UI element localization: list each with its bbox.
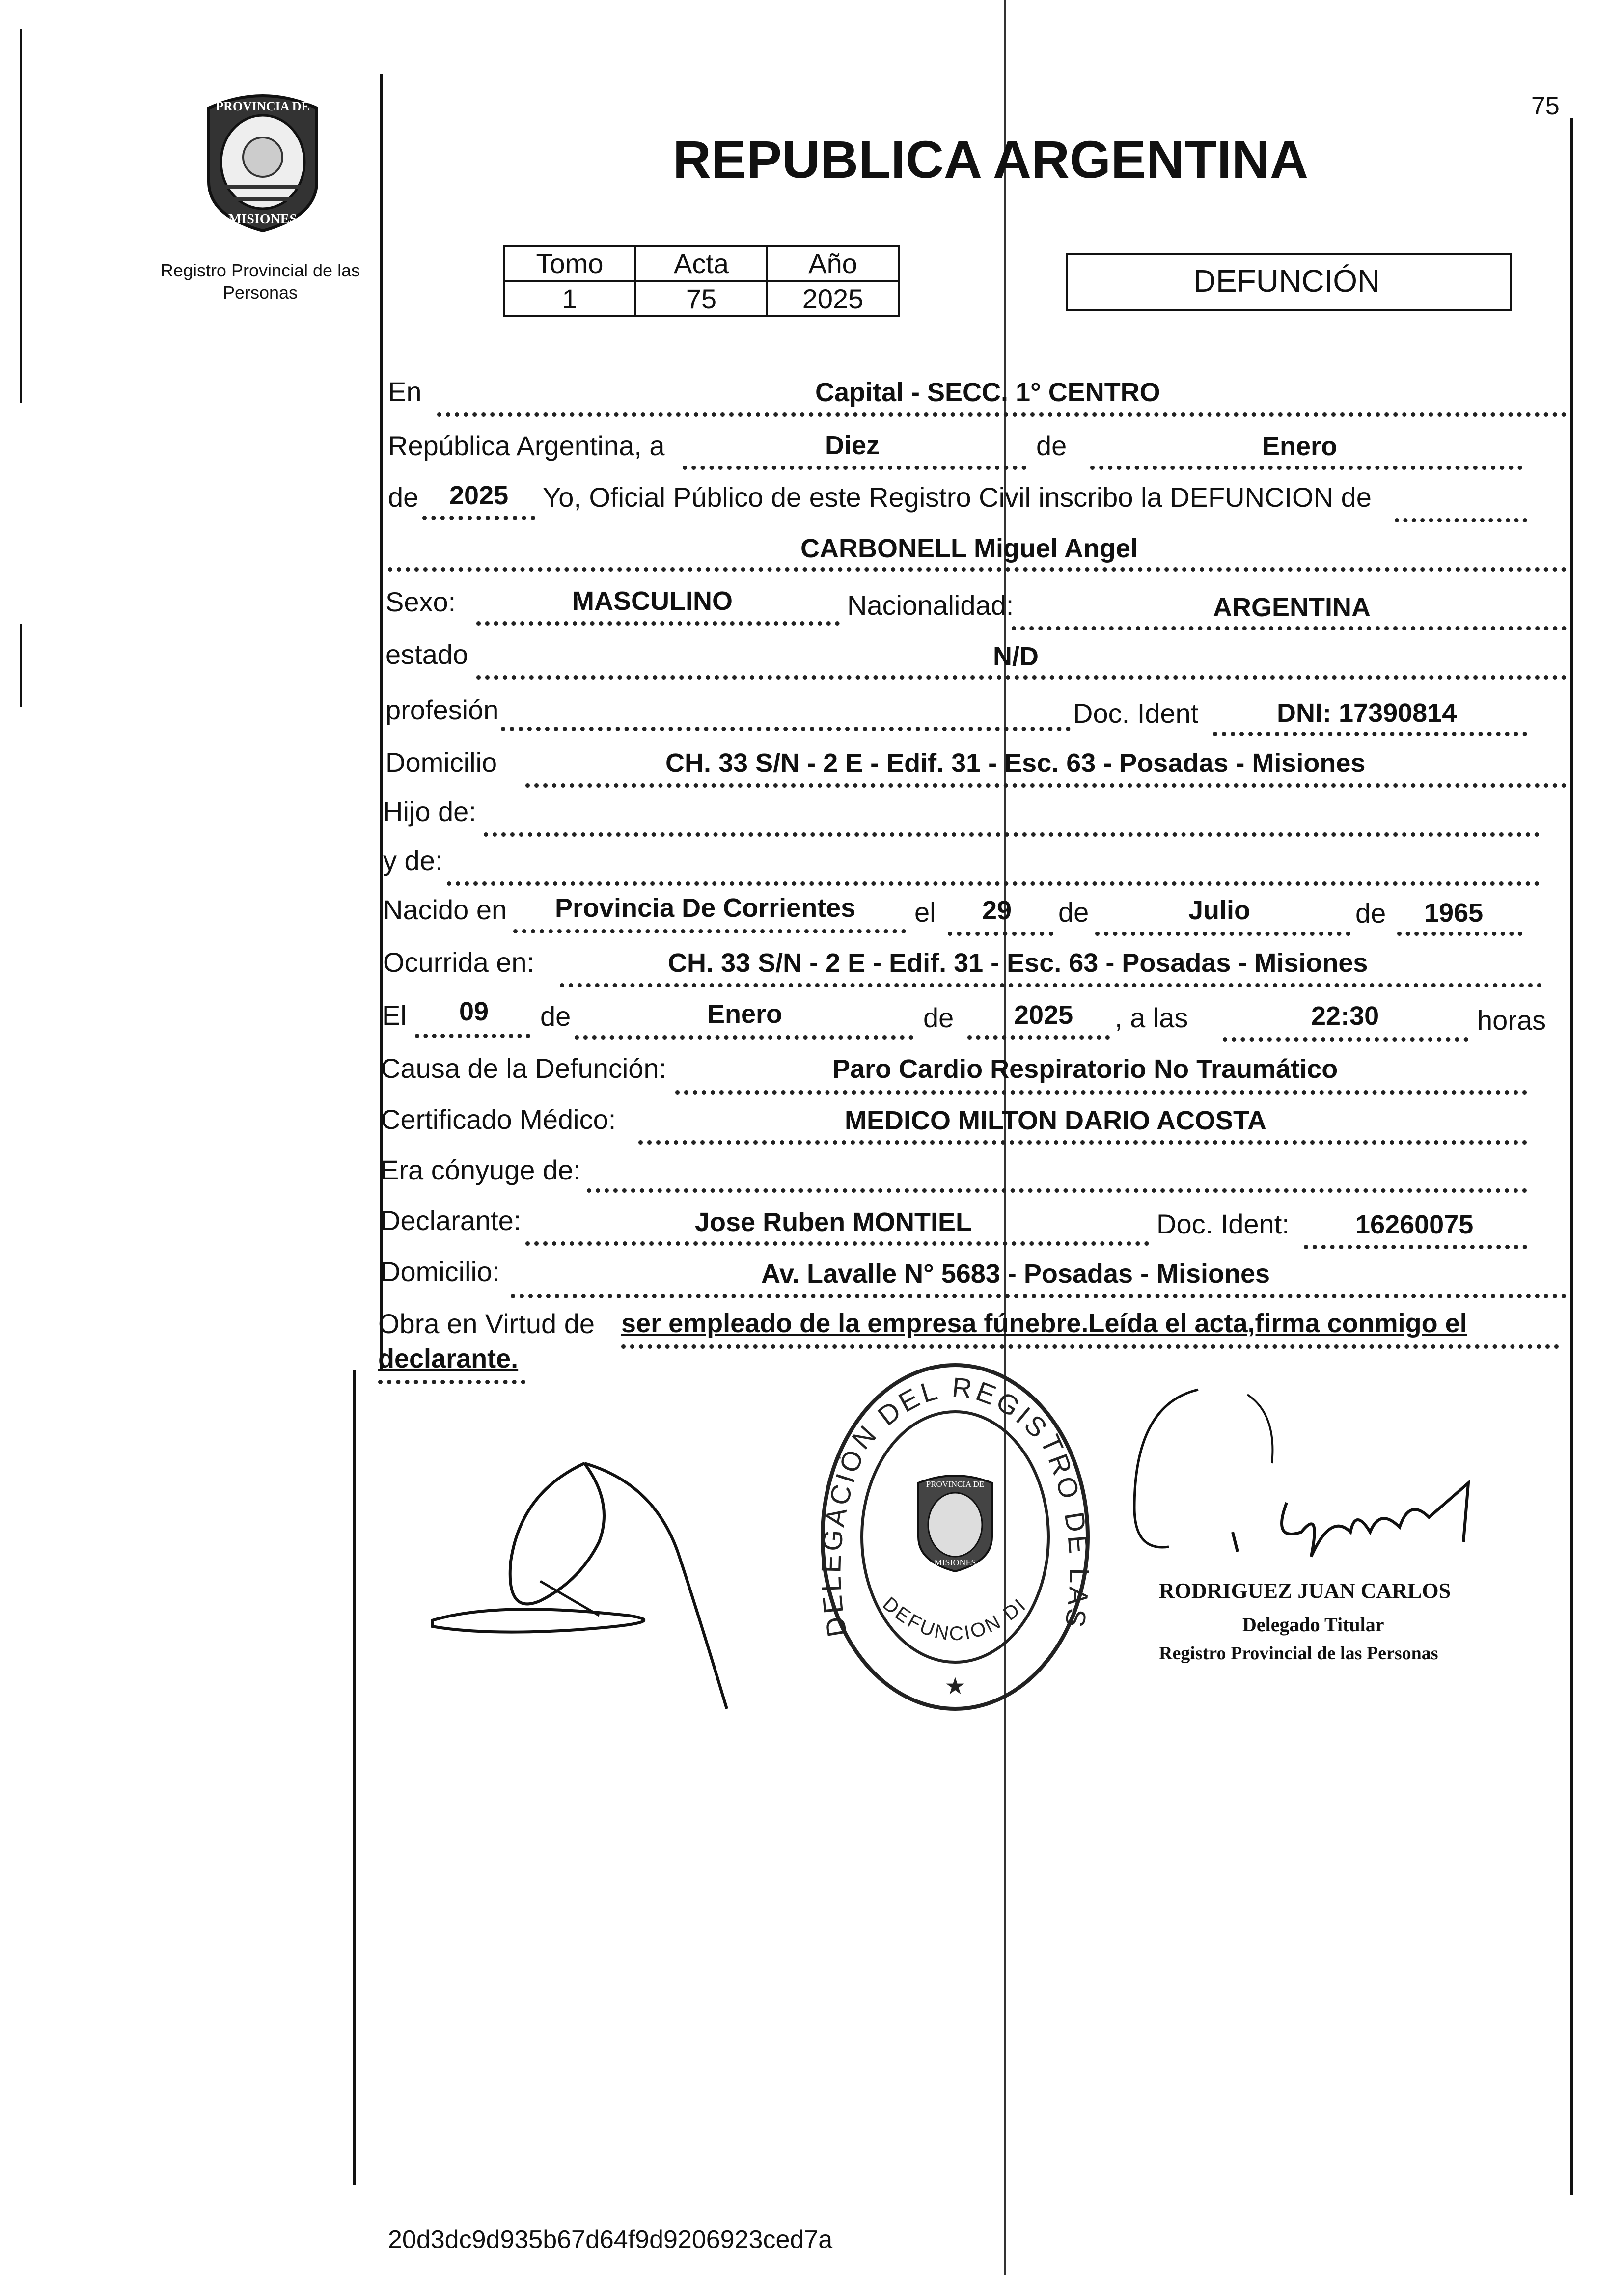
profesion-dotted-line xyxy=(501,727,1071,731)
estado-label: estado xyxy=(385,639,468,670)
doc-ident-dotted-line xyxy=(1213,732,1527,736)
officer-signature xyxy=(1125,1385,1517,1611)
deceased-name: CARBONELL Miguel Angel xyxy=(800,534,1138,563)
death-day-value: 09 xyxy=(459,997,489,1026)
hijo-label: Hijo de: xyxy=(383,796,476,827)
nacido-label: Nacido en xyxy=(383,894,507,925)
table-value-acta: 75 xyxy=(635,281,767,316)
month-value: Enero xyxy=(1262,432,1338,461)
birth-year-value: 1965 xyxy=(1424,898,1484,928)
table-header-tomo: Tomo xyxy=(504,246,635,281)
decl-doc-label: Doc. Ident: xyxy=(1156,1208,1290,1239)
republica-label: República Argentina, a xyxy=(388,430,665,461)
de-label-1: de xyxy=(1036,430,1067,461)
obra-line2-dotted-line xyxy=(378,1380,525,1384)
de-label-6: de xyxy=(923,1002,954,1033)
nacionalidad-label: Nacionalidad: xyxy=(847,590,1014,621)
birth-day-value: 29 xyxy=(982,896,1012,925)
declarante-label: Declarante: xyxy=(381,1205,522,1236)
day-words-dotted-line xyxy=(683,466,1026,470)
nacionalidad-dotted-line xyxy=(1012,626,1567,630)
estado-value: N/D xyxy=(993,642,1039,671)
seal-star-icon: ★ xyxy=(944,1673,966,1699)
year-value: 2025 xyxy=(449,481,509,510)
death-year-value: 2025 xyxy=(1014,1000,1073,1030)
certificado-label: Certificado Médico: xyxy=(381,1104,616,1135)
document-type: DEFUNCIÓN xyxy=(1193,263,1380,299)
certificado-dotted-line xyxy=(638,1140,1527,1145)
table-header-acta: Acta xyxy=(635,246,767,281)
province-logo xyxy=(196,88,329,236)
domicilio-value: CH. 33 S/N - 2 E - Edif. 31 - Esc. 63 - Posadas - Misiones xyxy=(665,748,1366,778)
seal-emblem-top-text: PROVINCIA DE xyxy=(926,1480,985,1489)
nacido-value: Provincia De Corrientes xyxy=(555,893,856,923)
death-month-value: Enero xyxy=(707,999,783,1029)
decl-domicilio-value: Av. Lavalle N° 5683 - Posadas - Misiones xyxy=(761,1259,1270,1288)
oficial-text: Yo, Oficial Público de este Registro Civil inscribo la DEFUNCION de xyxy=(543,482,1372,513)
registry-caption: Registro Provincial de las Personas xyxy=(160,260,360,302)
domicilio-dotted-line xyxy=(525,783,1567,788)
conyuge-label: Era cónyuge de: xyxy=(381,1154,581,1185)
en-value: Capital - SECC. 1° CENTRO xyxy=(815,378,1160,407)
officer-name: RODRIGUEZ JUAN CARLOS xyxy=(1159,1579,1451,1603)
sexo-dotted-line xyxy=(476,621,840,626)
left-margin-line xyxy=(20,29,22,403)
causa-value: Paro Cardio Respiratorio No Traumático xyxy=(832,1054,1338,1084)
de-label-5: de xyxy=(540,1001,571,1032)
obra-value-line2: declarante. xyxy=(378,1344,519,1373)
left-margin-line-short xyxy=(20,624,22,707)
obra-dotted-line xyxy=(621,1344,1559,1349)
scan-center-line xyxy=(1004,0,1006,2275)
de-label-4: de xyxy=(1355,898,1386,929)
form-right-border xyxy=(1570,118,1573,2195)
form-left-border-lower xyxy=(353,1370,356,2185)
deceased-dotted-line xyxy=(388,567,1567,572)
en-label: En xyxy=(388,376,422,407)
officer-title: Delegado Titular xyxy=(1242,1614,1384,1636)
conyuge-dotted-line xyxy=(587,1188,1527,1193)
seal-outer-text: DELEGACIÓN DEL REGISTRO DE LAS xyxy=(818,1371,1093,1640)
seal-emblem-bottom-text: MISIONES xyxy=(934,1558,976,1567)
sexo-value: MASCULINO xyxy=(572,586,733,616)
day-words-value: Diez xyxy=(825,431,880,460)
nacido-dotted-line xyxy=(513,929,906,933)
obra-value: ser empleado de la empresa fúnebre.Leída el acta,firma conmigo el xyxy=(621,1309,1467,1338)
officer-registry: Registro Provincial de las Personas xyxy=(1159,1643,1438,1664)
y-de-dotted-line xyxy=(447,881,1540,886)
birth-day-dotted-line xyxy=(948,932,1053,936)
month-dotted-line xyxy=(1090,466,1522,470)
country-title: REPUBLICA ARGENTINA xyxy=(673,130,1308,189)
profesion-label: profesión xyxy=(385,694,499,725)
death-time-dotted-line xyxy=(1223,1037,1468,1042)
domicilio-label: Domicilio xyxy=(385,747,497,778)
birth-month-dotted-line xyxy=(1095,932,1350,936)
declarant-signature xyxy=(422,1453,815,1728)
estado-dotted-line xyxy=(476,675,1567,680)
decl-domicilio-dotted-line xyxy=(511,1294,1567,1298)
de-label-2: de xyxy=(388,482,419,513)
hijo-dotted-line xyxy=(484,832,1540,837)
declarante-value: Jose Ruben MONTIEL xyxy=(695,1207,972,1237)
en-dotted-line xyxy=(437,412,1567,417)
seal-inner-text: DEFUNCION DI xyxy=(879,1592,1031,1645)
ocurrida-dotted-line xyxy=(560,983,1542,987)
certificado-value: MEDICO MILTON DARIO ACOSTA xyxy=(845,1106,1266,1135)
table-value-anio: 2025 xyxy=(767,281,899,316)
table-value-tomo: 1 xyxy=(504,281,635,316)
doc-ident-value: DNI: 17390814 xyxy=(1277,698,1457,728)
death-time-value: 22:30 xyxy=(1311,1001,1379,1031)
doc-ident-label: Doc. Ident xyxy=(1073,698,1199,729)
horas-label: horas xyxy=(1477,1005,1546,1036)
decl-doc-value: 16260075 xyxy=(1355,1210,1474,1239)
page-number: 75 xyxy=(1531,92,1560,120)
nacionalidad-value: ARGENTINA xyxy=(1213,593,1371,622)
death-month-dotted-line xyxy=(575,1035,913,1040)
oficial-dotted-line xyxy=(1395,518,1527,522)
birth-month-value: Julio xyxy=(1188,896,1251,925)
y-de-label: y de: xyxy=(383,845,443,876)
decl-domicilio-label: Domicilio: xyxy=(381,1256,500,1287)
el-upper-label: El xyxy=(382,1000,407,1031)
svg-text:MISIONES: MISIONES xyxy=(228,212,298,227)
year-dotted-line xyxy=(422,516,535,520)
declarante-dotted-line xyxy=(525,1241,1149,1246)
de-label-3: de xyxy=(1058,897,1089,928)
causa-dotted-line xyxy=(675,1090,1527,1095)
death-day-dotted-line xyxy=(415,1034,530,1038)
causa-label: Causa de la Defunción: xyxy=(381,1053,667,1084)
document-hash: 20d3dc9d935b67d64f9d9206923ced7a xyxy=(388,2225,833,2254)
sexo-label: Sexo: xyxy=(385,586,456,617)
svg-text:PROVINCIA DE: PROVINCIA DE xyxy=(216,99,310,113)
a-las-label: , a las xyxy=(1115,1002,1188,1033)
record-table xyxy=(503,245,900,317)
ocurrida-value: CH. 33 S/N - 2 E - Edif. 31 - Esc. 63 - Posadas - Misiones xyxy=(668,948,1368,978)
ocurrida-label: Ocurrida en: xyxy=(383,947,535,978)
decl-doc-dotted-line xyxy=(1304,1245,1527,1249)
birth-year-dotted-line xyxy=(1397,932,1522,936)
table-header-anio: Año xyxy=(767,246,899,281)
registry-seal xyxy=(818,1360,1093,1714)
death-year-dotted-line xyxy=(967,1035,1110,1040)
el-label: el xyxy=(914,897,936,928)
obra-label: Obra en Virtud de xyxy=(378,1308,595,1339)
